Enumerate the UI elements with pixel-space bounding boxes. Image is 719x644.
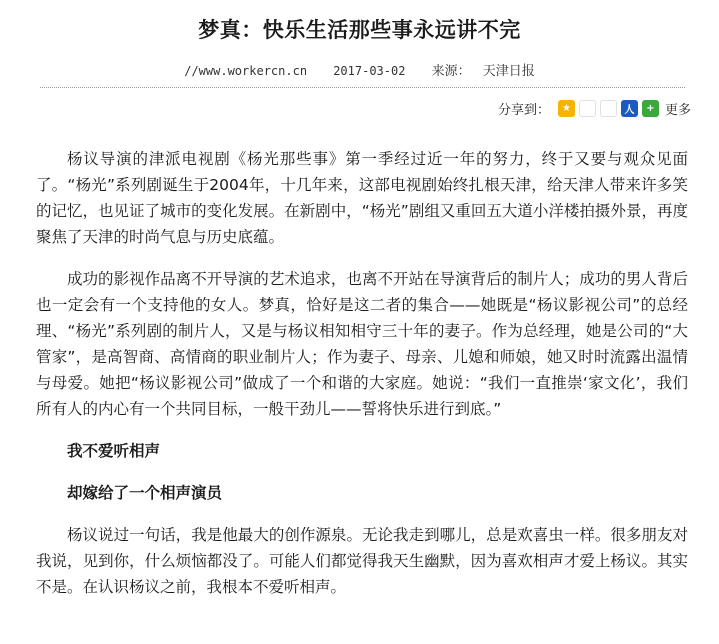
article-meta xyxy=(0,60,719,79)
meta-divider xyxy=(40,87,685,88)
paragraph-2: 成功的影视作品离不开导演的艺术追求，也离不开站在导演背后的制片人；成功的男人背后也一定会有一个支持他的女人。梦真，恰好是这二者的集合——她既是“杨议影视公司”的总经理、“杨光”系列剧的制片人，又是与杨议相知相守三十年的妻子。作为总经理，她是公司的“大管家”，是高智商、高情商的职业制片人；作为妻子、母亲、儿媳和师娘，她又时时流露出温情与母爱。她把“杨议影视公司”做成了一个和谐的大家庭。她说：“我们一直推崇‘家文化’，我们所有人的内心有一个共同目标，一般干劲儿——誓将快乐进行到底。” xyxy=(36,270,688,418)
renren-icon[interactable]: 人 xyxy=(621,100,638,117)
subheading-2: 却嫁给了一个相声演员 xyxy=(67,484,223,502)
share-label: 分享到： xyxy=(497,102,550,118)
article-body xyxy=(36,146,688,616)
share-bar xyxy=(498,97,691,119)
paragraph-3: 杨议说过一句话，我是他最大的创作源泉。无论我走到哪儿，总是欢喜虫一样。很多朋友对我说，见到你，什么烦恼都没了。可能人们都觉得我天生幽默，因为喜欢相声才爱上杨议。其实不是。在认识杨议之前，我根本不爱听相声。 xyxy=(36,526,688,596)
source-label: 来源： xyxy=(431,64,471,79)
share-more-link[interactable]: 更多 xyxy=(664,102,691,118)
source-url[interactable]: //www.workercn.cn xyxy=(184,64,308,78)
publish-date: 2017-03-02 xyxy=(333,64,406,78)
subheading-1: 我不爱听相声 xyxy=(67,442,161,460)
article-title: 梦真：快乐生活那些事永远讲不完 xyxy=(198,17,521,42)
paragraph-1: 杨议导演的津派电视剧《杨光那些事》第一季经过近一年的努力，终于又要与观众见面了。“杨光”系列剧诞生于2004年，十几年来，这部电视剧始终扎根天津，给天津人带来许多笑的记忆，也见证了城市的变化发展。在新剧中，“杨光”剧组又重回五大道小洋楼拍摄外景，再度聚焦了天津的时尚气息与历史底蕴。 xyxy=(36,150,688,246)
source-name: 天津日报 xyxy=(482,64,535,79)
weibo-icon[interactable]: ◉ xyxy=(579,100,596,117)
plus-icon[interactable]: + xyxy=(642,100,659,117)
qzone-icon[interactable]: ★ xyxy=(558,100,575,117)
tencent-weibo-icon[interactable]: ✿ xyxy=(600,100,617,117)
